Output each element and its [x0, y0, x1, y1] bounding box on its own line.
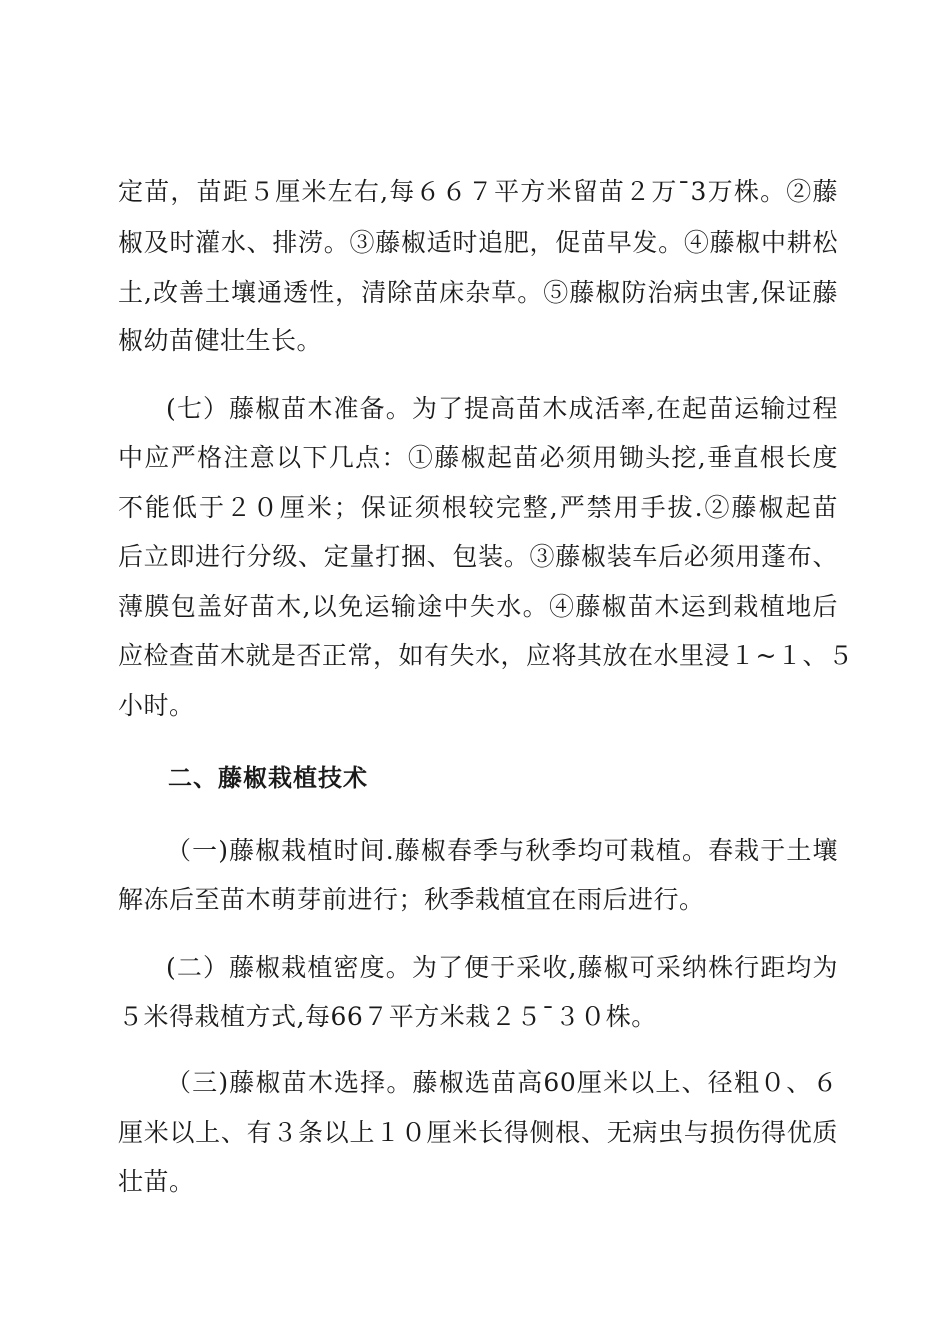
paragraph-5-line-1: （三)藤椒苗木选择。藤椒选苗高60厘米以上、径粗０、６: [166, 1068, 838, 1097]
paragraph-4-line-2: ５米得栽植方式,每66７平方米栽２５¯３０株。: [118, 1002, 657, 1031]
paragraph-2-line-4: 后立即进行分级、定量打捆、包装。③藤椒装车后必须用蓬布、: [118, 542, 838, 571]
paragraph-3-line-2: 解冻后至苗木萌芽前进行；秋季栽植宜在雨后进行。: [118, 885, 705, 914]
paragraph-1-line-4: 椒幼苗健壮生长。: [118, 326, 323, 355]
paragraph-3-line-1: （一)藤椒栽植时间.藤椒春季与秋季均可栽植。春栽于土壤: [166, 836, 838, 865]
paragraph-1-line-3: 土,改善土壤通透性，清除苗床杂草。⑤藤椒防治病虫害,保证藤: [118, 278, 838, 307]
paragraph-2-line-6: 应检查苗木就是否正常，如有失水，应将其放在水里浸１~１、５: [118, 641, 854, 670]
paragraph-2-line-1: (七）藤椒苗木准备。为了提高苗木成活率,在起苗运输过程: [166, 394, 838, 423]
paragraph-2-line-3: 不能低于２０厘米；保证须根较完整,严禁用手拔.②藤椒起苗: [118, 493, 838, 522]
paragraph-1-line-1: 定苗，苗距５厘米左右,每６６７平方米留苗２万¯3万株。②藤: [118, 177, 838, 206]
paragraph-1-line-2: 椒及时灌水、排涝。③藤椒适时追肥，促苗早发。④藤椒中耕松: [118, 228, 838, 257]
paragraph-5-line-2: 厘米以上、有３条以上１０厘米长得侧根、无病虫与损伤得优质: [118, 1118, 838, 1147]
paragraph-5-line-3: 壮苗。: [118, 1167, 195, 1196]
paragraph-2-line-2: 中应严格注意以下几点：①藤椒起苗必须用锄头挖,垂直根长度: [118, 443, 838, 472]
section-heading: 二、藤椒栽植技术: [168, 764, 368, 792]
paragraph-2-line-7: 小时。: [118, 691, 195, 720]
paragraph-4-line-1: (二）藤椒栽植密度。为了便于采收,藤椒可采纳株行距均为: [166, 953, 838, 982]
paragraph-2-line-5: 薄膜包盖好苗木,以免运输途中失水。④藤椒苗木运到栽植地后: [118, 592, 838, 621]
